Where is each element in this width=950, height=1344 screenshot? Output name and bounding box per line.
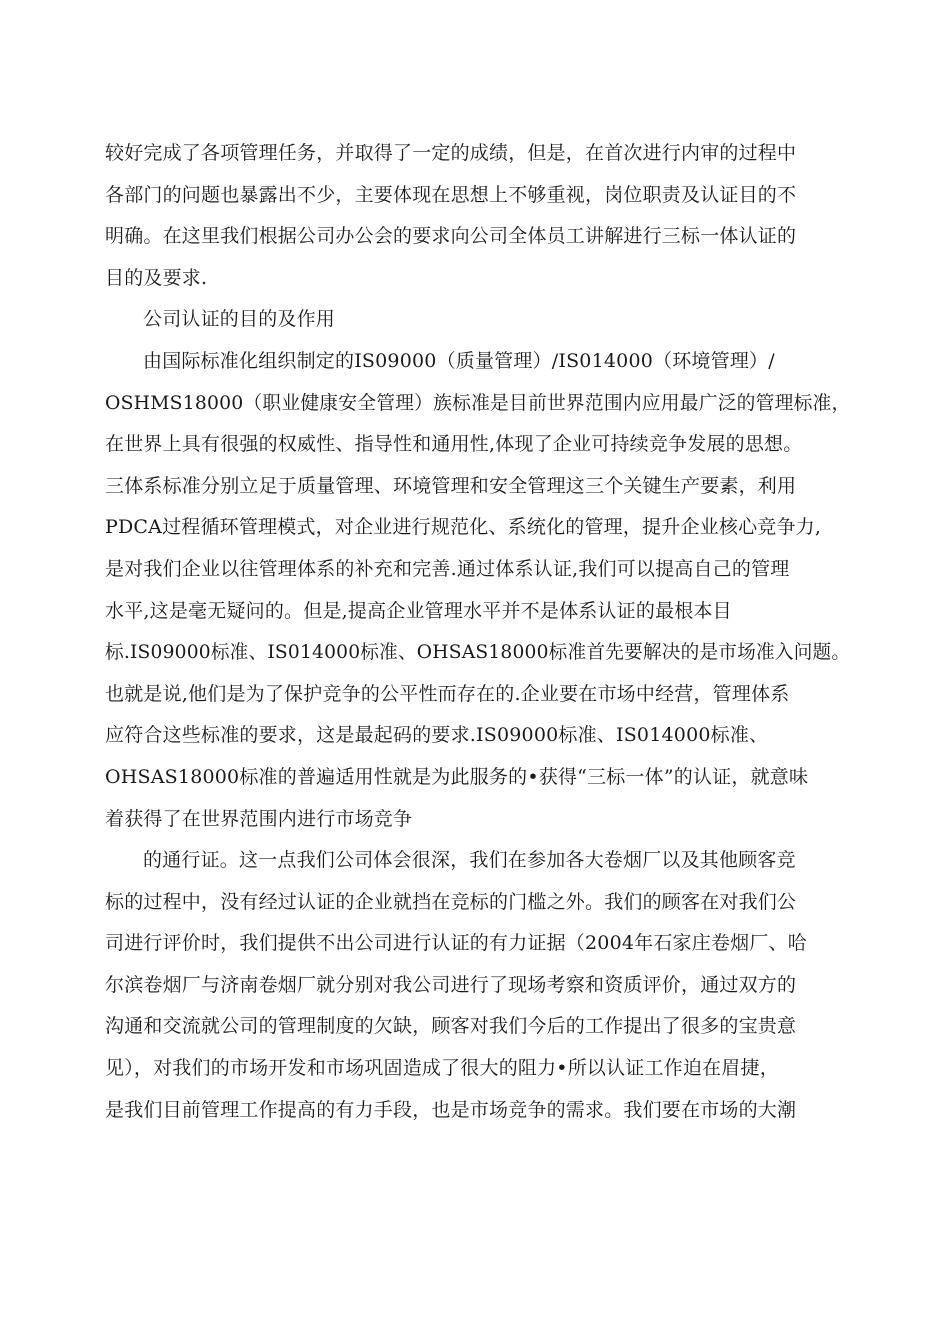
text-line: 着获得了在世界范围内进行市场竞争 [105, 807, 413, 830]
text-line: 较好完成了各项管理任务，并取得了一定的成绩，但是，在首次进行内审的过程中 [105, 142, 797, 164]
text-line: 见），对我们的市场开发和市场巩固造成了很大的阻力•所以认证工作迫在眉捷， [105, 1057, 779, 1080]
text-line: 三体系标准分别立足于质量管理、环境管理和安全管理这三个关键生产要素，利用 [105, 474, 797, 497]
text-line: 也就是说,他们是为了保护竞争的公平性而存在的.企业要在市场中经营，管理体系 [105, 682, 790, 705]
text-line: 标的过程中，没有经过认证的企业就挡在竞标的门槛之外。我们的顾客在对我们公 [105, 890, 797, 913]
text-line: 应符合这些标准的要求，这是最起码的要求.IS09000标准、IS014000标准、 [105, 724, 769, 747]
text-line: 是对我们企业以往管理体系的补充和完善.通过体系认证,我们可以提高自己的管理 [105, 557, 790, 580]
text-line: 在世界上具有很强的权威性、指导性和通用性,体现了企业可持续竞争发展的思想。 [105, 433, 803, 456]
text-line: 目的及要求. [105, 266, 208, 289]
text-line: 明确。在这里我们根据公司办公会的要求向公司全体员工讲解进行三标一体认证的 [105, 225, 797, 248]
text-line: 各部门的问题也暴露出不少，主要体现在思想上不够重视，岗位职责及认证目的不 [105, 183, 797, 206]
text-line: 沟通和交流就公司的管理制度的欠缺，顾客对我们今后的工作提出了很多的宝贵意 [105, 1015, 797, 1038]
document-body [105, 133, 850, 1131]
text-line: 尔滨卷烟厂与济南卷烟厂就分别对我公司进行了现场考察和资质评价，通过双方的 [105, 973, 797, 996]
text-line: PDCA过程循环管理模式，对企业进行规范化、系统化的管理，提升企业核心竞争力, [105, 516, 822, 539]
text-line: 的通行证。这一点我们公司体会很深，我们在参加各大卷烟厂以及其他顾客竞 [143, 849, 796, 872]
text-line: OHSAS18000标准的普遍适用性就是为此服务的•获得“三标一体”的认证，就意味 [105, 765, 809, 788]
text-line: 由国际标准化组织制定的IS09000（质量管理）/IS014000（环境管理）/ [143, 349, 775, 372]
text-line: 司进行评价时，我们提供不出公司进行认证的有力证据（2004年石家庄卷烟厂、哈 [105, 932, 807, 955]
text-line: 是我们目前管理工作提高的有力手段，也是市场竞争的需求。我们要在市场的大潮 [105, 1098, 797, 1121]
section-heading: 公司认证的目的及作用 [143, 308, 336, 331]
text-line: 标.IS09000标准、IS014000标准、OHSAS18000标准首先要解决的是市场准入问题。 [105, 641, 851, 664]
text-line: 水平,这是毫无疑问的。但是,提高企业管理水平并不是体系认证的最根本目 [105, 599, 732, 622]
text-line: OSHMS18000（职业健康安全管理）族标准是目前世界范围内应用最广泛的管理标准， [105, 391, 851, 414]
